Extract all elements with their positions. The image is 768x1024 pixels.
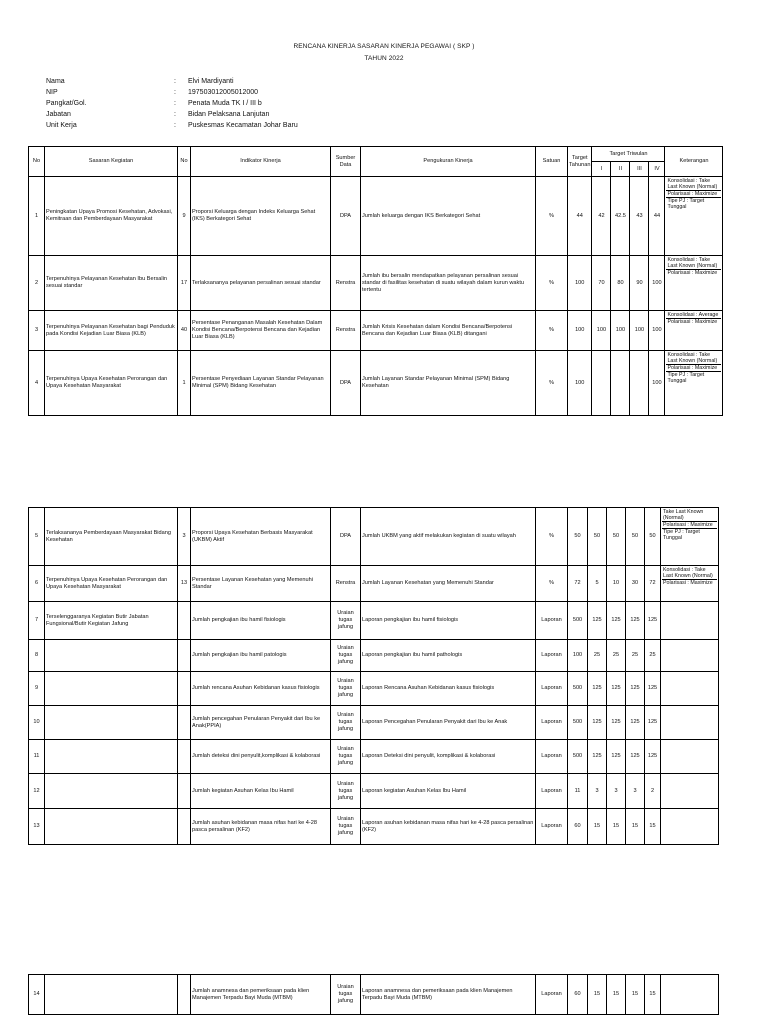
table-row bbox=[29, 809, 719, 845]
keterangan-cell bbox=[661, 566, 719, 602]
sumber-data-cell: Renstra bbox=[331, 566, 361, 602]
keterangan-line: Tipe PJ : Target Tunggal bbox=[667, 198, 705, 210]
target-triwulan-3-cell: 43 bbox=[630, 177, 649, 256]
satuan-cell: % bbox=[536, 256, 568, 311]
table-row bbox=[29, 706, 719, 740]
pengukuran-kinerja-cell: Jumlah keluarga dengan IKS Berkategori Sehat bbox=[361, 177, 536, 256]
info-row-unit-kerja bbox=[46, 120, 298, 131]
target-triwulan-1-cell: 125 bbox=[588, 672, 607, 706]
sumber-data-cell: Uraian tugas jafung bbox=[331, 975, 361, 1015]
info-label: Jabatan bbox=[46, 111, 71, 118]
target-triwulan-1-cell: 125 bbox=[588, 706, 607, 740]
indikator-kinerja-cell: Proporsi Upaya Kesehatan Berbasis Masyarakat (UKBM) Aktif bbox=[191, 508, 331, 566]
target-triwulan-1-cell: 42 bbox=[592, 177, 611, 256]
keterangan-cell bbox=[665, 177, 723, 256]
indikator-kinerja-cell: Jumlah pencegahan Penularan Penyakit dari Ibu ke Anak(PPIA) bbox=[191, 706, 331, 740]
target-triwulan-3-cell: 125 bbox=[626, 672, 645, 706]
keterangan-line: Konsolidasi : Take Last Known (Normal) bbox=[662, 567, 717, 580]
target-triwulan-1-cell bbox=[592, 351, 611, 416]
target-triwulan-4-cell: 100 bbox=[649, 351, 665, 416]
employee-info bbox=[46, 76, 298, 131]
target-triwulan-4-cell: 100 bbox=[649, 311, 665, 351]
target-triwulan-3-cell: 100 bbox=[630, 311, 649, 351]
target-tahunan-cell: 100 bbox=[568, 351, 592, 416]
satuan-cell: % bbox=[536, 177, 568, 256]
pengukuran-kinerja-cell: Laporan anamnesa dan pemeriksaan pada klien Manajemen Terpadu Bayi Muda (MTBM) bbox=[361, 975, 536, 1015]
target-triwulan-4-cell: 44 bbox=[649, 177, 665, 256]
indikator-kinerja-cell: Persentase Penanganan Masalah Kesehatan Dalam Kondisi Bencana/Berpotensi Bencana dan Kejadian Luar Biasa (KLB) bbox=[191, 311, 331, 351]
header-triwulan-1: I bbox=[592, 162, 611, 177]
target-triwulan-1-cell: 125 bbox=[588, 602, 607, 640]
header-satuan: Satuan bbox=[536, 147, 568, 177]
row-number: 14 bbox=[29, 975, 45, 1015]
table-header-row bbox=[29, 147, 723, 162]
keterangan-line: Polarisasi : Maximize bbox=[662, 522, 717, 529]
sumber-data-cell: Renstra bbox=[331, 311, 361, 351]
satuan-cell: % bbox=[536, 311, 568, 351]
table-row bbox=[29, 975, 719, 1015]
row-number: 2 bbox=[29, 256, 45, 311]
keterangan-line: Tipe PJ : Target Tunggal bbox=[663, 529, 700, 541]
keterangan-cell bbox=[661, 672, 719, 706]
header-triwulan-4: IV bbox=[649, 162, 665, 177]
indikator-number bbox=[178, 774, 191, 809]
keterangan-cell bbox=[661, 809, 719, 845]
pengukuran-kinerja-cell: Laporan asuhan kebidanan masa nifas hari ke 4-28 pasca persalinan (KF2) bbox=[361, 809, 536, 845]
target-triwulan-2-cell: 125 bbox=[607, 740, 626, 774]
row-number: 5 bbox=[29, 508, 45, 566]
satuan-cell: % bbox=[536, 508, 568, 566]
info-label: Nama bbox=[46, 78, 65, 85]
satuan-cell: % bbox=[536, 351, 568, 416]
indikator-kinerja-cell: Jumlah asuhan kebidanan masa nifas hari ke 4-28 pasca persalinan (KF2) bbox=[191, 809, 331, 845]
sumber-data-cell: Uraian tugas jafung bbox=[331, 640, 361, 672]
satuan-cell: Laporan bbox=[536, 975, 568, 1015]
header-no-indikator: No bbox=[178, 147, 191, 177]
table-row bbox=[29, 602, 719, 640]
info-colon: : bbox=[174, 78, 176, 85]
keterangan-line: Konsolidasi : Take Last Known (Normal) bbox=[666, 352, 721, 365]
target-triwulan-3-cell: 25 bbox=[626, 640, 645, 672]
indikator-kinerja-cell: Jumlah kegiatan Asuhan Kelas Ibu Hamil bbox=[191, 774, 331, 809]
header-sumber-data: Sumber Data bbox=[331, 147, 361, 177]
indikator-number: 17 bbox=[178, 256, 191, 311]
header-indikator-kinerja: Indikator Kinerja bbox=[191, 147, 331, 177]
satuan-cell: Laporan bbox=[536, 672, 568, 706]
target-triwulan-2-cell: 15 bbox=[607, 809, 626, 845]
keterangan-line: Konsolidasi : Take Last Known (Normal) bbox=[666, 257, 721, 270]
info-label: Unit Kerja bbox=[46, 122, 77, 129]
target-triwulan-2-cell: 42.5 bbox=[611, 177, 630, 256]
row-number: 3 bbox=[29, 311, 45, 351]
row-number: 4 bbox=[29, 351, 45, 416]
keterangan-cell bbox=[661, 774, 719, 809]
indikator-number: 9 bbox=[178, 177, 191, 256]
target-triwulan-2-cell: 125 bbox=[607, 602, 626, 640]
row-number: 7 bbox=[29, 602, 45, 640]
indikator-kinerja-cell: Jumlah rencana Asuhan Kebidanan kasus fisiologis bbox=[191, 672, 331, 706]
sasaran-kegiatan-cell: Terpenuhinya Pelayanan Kesehatan bagi Penduduk pada Kondisi Kejadian Luar Biasa (KLB) bbox=[45, 311, 178, 351]
target-triwulan-1-cell: 125 bbox=[588, 740, 607, 774]
sasaran-kegiatan-cell bbox=[45, 672, 178, 706]
target-triwulan-4-cell: 15 bbox=[645, 809, 661, 845]
target-triwulan-1-cell: 100 bbox=[592, 311, 611, 351]
indikator-kinerja-cell: Persentase Penyediaan Layanan Standar Pelayanan Minimal (SPM) Bidang Kesehatan bbox=[191, 351, 331, 416]
indikator-number bbox=[178, 602, 191, 640]
target-triwulan-3-cell: 15 bbox=[626, 809, 645, 845]
indikator-number: 40 bbox=[178, 311, 191, 351]
skp-table-page-1 bbox=[28, 146, 723, 416]
target-triwulan-2-cell: 15 bbox=[607, 975, 626, 1015]
pengukuran-kinerja-cell: Jumlah ibu bersalin mendapatkan pelayanan persalinan sesuai standar di fasilitas kesehatan di suatu wilayah dalam kurun waktu tertentu bbox=[361, 256, 536, 311]
sasaran-kegiatan-cell: Terpenuhinya Upaya Kesehatan Perorangan dan Upaya Kesehatan Masyarakat bbox=[45, 566, 178, 602]
target-triwulan-1-cell: 15 bbox=[588, 975, 607, 1015]
row-number: 1 bbox=[29, 177, 45, 256]
keterangan-cell bbox=[665, 256, 723, 311]
keterangan-line: Tipe PJ : Target Tunggal bbox=[667, 372, 705, 384]
target-tahunan-cell: 500 bbox=[568, 740, 588, 774]
target-triwulan-3-cell bbox=[630, 351, 649, 416]
target-tahunan-cell: 100 bbox=[568, 256, 592, 311]
row-number: 9 bbox=[29, 672, 45, 706]
satuan-cell: Laporan bbox=[536, 706, 568, 740]
satuan-cell: Laporan bbox=[536, 640, 568, 672]
table-row bbox=[29, 774, 719, 809]
document-year: TAHUN 2022 bbox=[364, 55, 404, 62]
keterangan-cell bbox=[661, 508, 719, 566]
header-target-tahunan: Target Tahunan bbox=[568, 147, 592, 177]
info-value: 197503012005012000 bbox=[188, 89, 259, 96]
target-triwulan-1-cell: 5 bbox=[588, 566, 607, 602]
target-tahunan-cell: 500 bbox=[568, 706, 588, 740]
target-triwulan-2-cell: 3 bbox=[607, 774, 626, 809]
info-value: Penata Muda TK I / III b bbox=[188, 100, 262, 107]
info-value: Puskesmas Kecamatan Johar Baru bbox=[188, 122, 298, 129]
indikator-kinerja-cell: Persentase Layanan Kesehatan yang Memenuhi Standar bbox=[191, 566, 331, 602]
sumber-data-cell: Uraian tugas jafung bbox=[331, 809, 361, 845]
indikator-number: 3 bbox=[178, 508, 191, 566]
sumber-data-cell: Uraian tugas jafung bbox=[331, 774, 361, 809]
target-triwulan-1-cell: 50 bbox=[588, 508, 607, 566]
keterangan-line: Polarisasi : Maximize bbox=[666, 191, 721, 198]
target-triwulan-3-cell: 125 bbox=[626, 706, 645, 740]
indikator-number bbox=[178, 809, 191, 845]
keterangan-line: Take Last Known (Normal) bbox=[662, 509, 717, 522]
target-triwulan-1-cell: 15 bbox=[588, 809, 607, 845]
header-keterangan: Keterangan bbox=[665, 147, 723, 177]
sasaran-kegiatan-cell: Terpenuhinya Upaya Kesehatan Perorangan dan Upaya Kesehatan Masyarakat bbox=[45, 351, 178, 416]
target-tahunan-cell: 100 bbox=[568, 311, 592, 351]
satuan-cell: % bbox=[536, 566, 568, 602]
table-row bbox=[29, 640, 719, 672]
target-triwulan-2-cell: 125 bbox=[607, 706, 626, 740]
indikator-kinerja-cell: Terlaksananya pelayanan persalinan sesuai standar bbox=[191, 256, 331, 311]
target-tahunan-cell: 500 bbox=[568, 672, 588, 706]
row-number: 11 bbox=[29, 740, 45, 774]
target-tahunan-cell: 100 bbox=[568, 640, 588, 672]
sumber-data-cell: Uraian tugas jafung bbox=[331, 672, 361, 706]
sasaran-kegiatan-cell: Terselenggaranya Kegiatan Butir Jabatan Fungsional/Butir Kegiatan Jafung bbox=[45, 602, 178, 640]
skp-table-page-3 bbox=[28, 974, 719, 1015]
sumber-data-cell: Renstra bbox=[331, 256, 361, 311]
pengukuran-kinerja-cell: Laporan kegiatan Asuhan Kelas Ibu Hamil bbox=[361, 774, 536, 809]
sasaran-kegiatan-cell: Terpenuhinya Pelayanan Kesehatan Ibu Bersalin sesuai standar bbox=[45, 256, 178, 311]
pengukuran-kinerja-cell: Jumlah Krisis Kesehatan dalam Kondisi Bencana/Berpotensi Bencana dan Kejadian Luar Biasa (KLB) ditangani bbox=[361, 311, 536, 351]
target-triwulan-2-cell: 80 bbox=[611, 256, 630, 311]
table-row bbox=[29, 566, 719, 602]
sumber-data-cell: Uraian tugas jafung bbox=[331, 740, 361, 774]
sumber-data-cell: DPA bbox=[331, 351, 361, 416]
table-row bbox=[29, 508, 719, 566]
pengukuran-kinerja-cell: Laporan pengkajian ibu hamil fisiologis bbox=[361, 602, 536, 640]
target-triwulan-3-cell: 125 bbox=[626, 740, 645, 774]
target-triwulan-2-cell: 10 bbox=[607, 566, 626, 602]
target-triwulan-3-cell: 50 bbox=[626, 508, 645, 566]
target-tahunan-cell: 50 bbox=[568, 508, 588, 566]
pengukuran-kinerja-cell: Jumlah Layanan Kesehatan yang Memenuhi Standar bbox=[361, 566, 536, 602]
pengukuran-kinerja-cell: Laporan Pencegahan Penularan Penyakit dari Ibu ke Anak bbox=[361, 706, 536, 740]
target-triwulan-4-cell: 100 bbox=[649, 256, 665, 311]
keterangan-cell bbox=[661, 640, 719, 672]
info-label: NIP bbox=[46, 89, 58, 96]
info-colon: : bbox=[174, 111, 176, 118]
target-triwulan-4-cell: 125 bbox=[645, 740, 661, 774]
indikator-number: 13 bbox=[178, 566, 191, 602]
target-triwulan-4-cell: 125 bbox=[645, 672, 661, 706]
info-row-pangkat bbox=[46, 98, 298, 109]
target-triwulan-4-cell: 50 bbox=[645, 508, 661, 566]
indikator-kinerja-cell: Proporsi Keluarga dengan Indeks Keluarga Sehat (IKS) Berkategori Sehat bbox=[191, 177, 331, 256]
info-colon: : bbox=[174, 122, 176, 129]
target-triwulan-2-cell: 125 bbox=[607, 672, 626, 706]
row-number: 8 bbox=[29, 640, 45, 672]
indikator-kinerja-cell: Jumlah anamnesa dan pemeriksaan pada klien Manajemen Terpadu Bayi Muda (MTBM) bbox=[191, 975, 331, 1015]
pengukuran-kinerja-cell: Jumlah Layanan Standar Pelayanan Minimal (SPM) Bidang Kesehatan bbox=[361, 351, 536, 416]
sasaran-kegiatan-cell bbox=[45, 706, 178, 740]
sasaran-kegiatan-cell bbox=[45, 809, 178, 845]
info-label: Pangkat/Gol. bbox=[46, 100, 87, 107]
row-number: 6 bbox=[29, 566, 45, 602]
info-value: Elvi Mardiyanti bbox=[188, 78, 234, 85]
header-sasaran-kegiatan: Sasaran Kegiatan bbox=[45, 147, 178, 177]
info-colon: : bbox=[174, 100, 176, 107]
header-no: No bbox=[29, 147, 45, 177]
target-triwulan-4-cell: 25 bbox=[645, 640, 661, 672]
keterangan-cell bbox=[661, 740, 719, 774]
target-triwulan-4-cell: 125 bbox=[645, 706, 661, 740]
satuan-cell: Laporan bbox=[536, 809, 568, 845]
target-triwulan-2-cell bbox=[611, 351, 630, 416]
document-title: RENCANA KINERJA SASARAN KINERJA PEGAWAI ( SKP ) bbox=[293, 43, 475, 50]
keterangan-cell bbox=[665, 351, 723, 416]
indikator-number bbox=[178, 706, 191, 740]
table-row bbox=[29, 351, 723, 416]
pengukuran-kinerja-cell: Laporan pengkajian ibu hamil pathologis bbox=[361, 640, 536, 672]
keterangan-cell bbox=[661, 602, 719, 640]
keterangan-line: Polarisasi : Maximize bbox=[663, 580, 713, 586]
table-row bbox=[29, 672, 719, 706]
row-number: 13 bbox=[29, 809, 45, 845]
target-triwulan-4-cell: 72 bbox=[645, 566, 661, 602]
keterangan-line: Polarisasi : Maximize bbox=[667, 270, 718, 276]
sumber-data-cell: Uraian tugas jafung bbox=[331, 706, 361, 740]
table-row bbox=[29, 740, 719, 774]
sumber-data-cell: DPA bbox=[331, 508, 361, 566]
keterangan-line: Konsolidasi : Take Last Known (Normal) bbox=[666, 178, 721, 191]
pengukuran-kinerja-cell: Laporan Rencana Asuhan Kebidanan kasus fisiologis bbox=[361, 672, 536, 706]
sasaran-kegiatan-cell bbox=[45, 774, 178, 809]
sasaran-kegiatan-cell: Peningkatan Upaya Promosi Kesehatan, Advokasi, Kemitraan dan Pemberdayaan Masyarakat bbox=[45, 177, 178, 256]
keterangan-cell bbox=[661, 975, 719, 1015]
header-target-triwulan: Target Triwulan bbox=[592, 147, 665, 162]
satuan-cell: Laporan bbox=[536, 774, 568, 809]
target-triwulan-3-cell: 90 bbox=[630, 256, 649, 311]
skp-table-page-2 bbox=[28, 507, 719, 845]
target-tahunan-cell: 72 bbox=[568, 566, 588, 602]
indikator-kinerja-cell: Jumlah deteksi dini penyulit,komplikasi & kolaborasi bbox=[191, 740, 331, 774]
target-triwulan-2-cell: 50 bbox=[607, 508, 626, 566]
target-triwulan-4-cell: 15 bbox=[645, 975, 661, 1015]
indikator-number bbox=[178, 975, 191, 1015]
target-triwulan-1-cell: 25 bbox=[588, 640, 607, 672]
target-triwulan-3-cell: 30 bbox=[626, 566, 645, 602]
sasaran-kegiatan-cell: Terlaksananya Pemberdayaan Masyarakat Bidang Kesehatan bbox=[45, 508, 178, 566]
table-row bbox=[29, 256, 723, 311]
satuan-cell: Laporan bbox=[536, 602, 568, 640]
row-number: 12 bbox=[29, 774, 45, 809]
header-triwulan-2: II bbox=[611, 162, 630, 177]
sasaran-kegiatan-cell bbox=[45, 640, 178, 672]
info-colon: : bbox=[174, 89, 176, 96]
info-value: Bidan Pelaksana Lanjutan bbox=[188, 111, 270, 118]
pengukuran-kinerja-cell: Laporan Deteksi dini penyulit, komplikasi & kolaborasi bbox=[361, 740, 536, 774]
sasaran-kegiatan-cell bbox=[45, 740, 178, 774]
info-row-jabatan bbox=[46, 109, 298, 120]
target-triwulan-1-cell: 70 bbox=[592, 256, 611, 311]
indikator-kinerja-cell: Jumlah pengkajian ibu hamil patologis bbox=[191, 640, 331, 672]
target-triwulan-3-cell: 3 bbox=[626, 774, 645, 809]
target-triwulan-4-cell: 125 bbox=[645, 602, 661, 640]
target-triwulan-2-cell: 100 bbox=[611, 311, 630, 351]
indikator-number bbox=[178, 740, 191, 774]
info-row-nama bbox=[46, 76, 298, 87]
target-tahunan-cell: 11 bbox=[568, 774, 588, 809]
target-tahunan-cell: 44 bbox=[568, 177, 592, 256]
keterangan-line: Polarisasi : Maximize bbox=[667, 319, 718, 325]
keterangan-line: Polarisasi : Maximize bbox=[666, 365, 721, 372]
target-triwulan-1-cell: 3 bbox=[588, 774, 607, 809]
target-triwulan-3-cell: 15 bbox=[626, 975, 645, 1015]
indikator-kinerja-cell: Jumlah pengkajian ibu hamil fisiologis bbox=[191, 602, 331, 640]
keterangan-cell bbox=[661, 706, 719, 740]
target-tahunan-cell: 60 bbox=[568, 809, 588, 845]
header-triwulan-3: III bbox=[630, 162, 649, 177]
target-triwulan-3-cell: 125 bbox=[626, 602, 645, 640]
sumber-data-cell: DPA bbox=[331, 177, 361, 256]
target-tahunan-cell: 500 bbox=[568, 602, 588, 640]
sasaran-kegiatan-cell bbox=[45, 975, 178, 1015]
keterangan-cell bbox=[665, 311, 723, 351]
satuan-cell: Laporan bbox=[536, 740, 568, 774]
row-number: 10 bbox=[29, 706, 45, 740]
target-tahunan-cell: 60 bbox=[568, 975, 588, 1015]
indikator-number: 1 bbox=[178, 351, 191, 416]
header-pengukuran-kinerja: Pengukuran Kinerja bbox=[361, 147, 536, 177]
keterangan-line: Konsolidasi : Average bbox=[666, 312, 721, 319]
sumber-data-cell: Uraian tugas jafung bbox=[331, 602, 361, 640]
info-row-nip bbox=[46, 87, 298, 98]
target-triwulan-2-cell: 25 bbox=[607, 640, 626, 672]
indikator-number bbox=[178, 640, 191, 672]
pengukuran-kinerja-cell: Jumlah UKBM yang aktif melakukan kegiatan di suatu wilayah bbox=[361, 508, 536, 566]
target-triwulan-4-cell: 2 bbox=[645, 774, 661, 809]
indikator-number bbox=[178, 672, 191, 706]
table-row bbox=[29, 311, 723, 351]
table-row bbox=[29, 177, 723, 256]
